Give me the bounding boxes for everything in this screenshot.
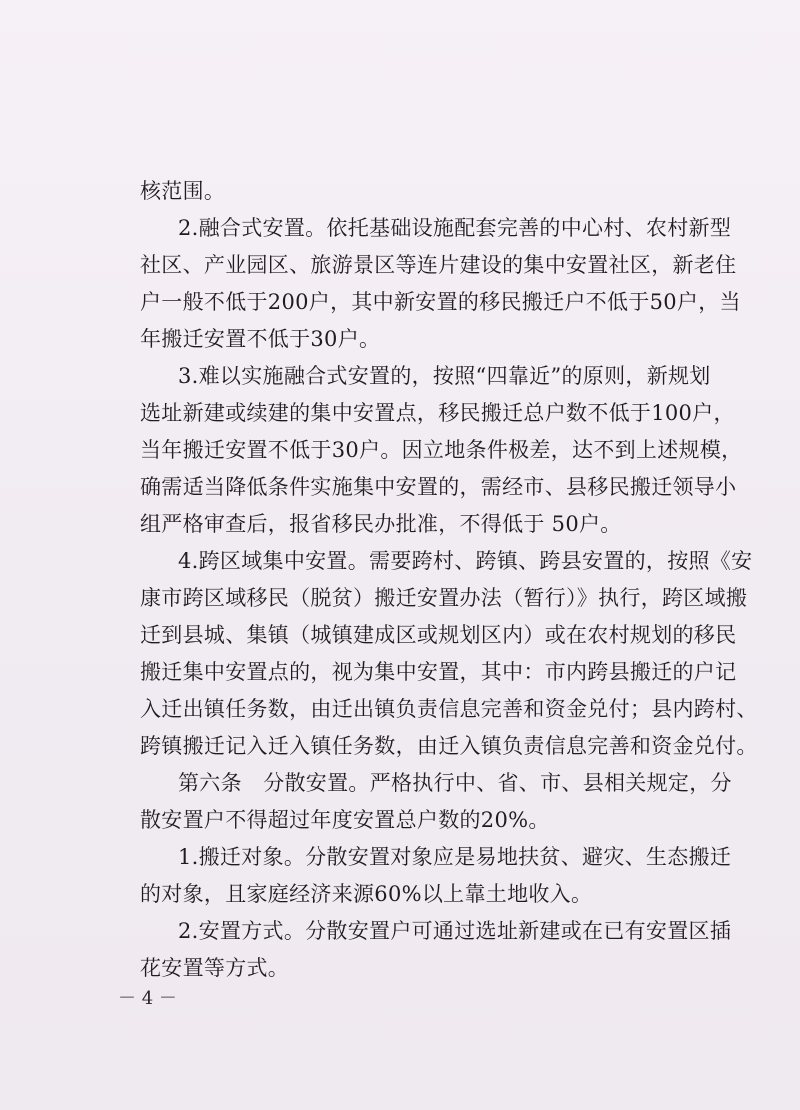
text-line-5: 年搬迁安置不低于30户。 [140,327,381,351]
text-line-19: 1.搬迁对象。分散安置对象应是易地扶贫、避灾、生态搬迁 [178,845,732,869]
text-line-11: 4.跨区域集中安置。需要跨村、跨镇、跨县安置的，按照《安 [178,549,753,573]
text-line-15: 入迁出镇任务数，由迁出镇负责信息完善和资金兑付；县内跨村、 [140,697,758,721]
text-line-21: 2.安置方式。分散安置户可通过选址新建或在已有安置区插 [178,919,732,943]
text-line-2: 2.融合式安置。依托基础设施配套完善的中心村、农村新型 [178,216,732,240]
text-line-18: 散安置户不得超过年度安置总户数的20%。 [140,808,550,832]
text-line-12: 康市跨区域移民（脱贫）搬迁安置办法（暂行）》执行，跨区域搬 [140,586,748,610]
text-line-13: 迁到县城、集镇（城镇建成区或规划区内）或在农村规划的移民 [140,623,737,647]
text-line-3: 社区、产业园区、旅游景区等连片建设的集中安置社区，新老住 [140,253,737,277]
text-line-9: 确需适当降低条件实施集中安置的，需经市、县移民搬迁领导小 [140,475,737,499]
text-line-14: 搬迁集中安置点的，视为集中安置，其中：市内跨县搬迁的户记 [140,660,737,684]
text-line-22: 花安置等方式。 [140,956,290,980]
page-number: － 4 － [118,988,177,1009]
bleed-through-mark [420,178,667,204]
text-line-16: 跨镇搬迁记入迁入镇任务数，由迁入镇负责信息完善和资金兑付。 [140,734,758,758]
text-line-8: 当年搬迁安置不低于30户。因立地条件极差，达不到上述规模， [140,438,743,462]
text-line-6: 3.难以实施融合式安置的，按照“四靠近”的原则，新规划 [178,364,711,388]
text-line-1: 核范围。 [140,179,226,203]
text-line-7: 选址新建或续建的集中安置点，移民搬迁总户数不低于100户， [140,401,735,425]
text-line-17: 第六条 分散安置。严格执行中、省、市、县相关规定，分 [178,771,732,795]
text-line-4: 户一般不低于200户，其中新安置的移民搬迁户不低于50户，当 [140,290,741,314]
text-line-20: 的对象，且家庭经济来源60%以上靠土地收入。 [140,882,593,906]
text-line-10: 组严格审查后，报省移民办批准，不得低于 50户。 [140,512,622,536]
